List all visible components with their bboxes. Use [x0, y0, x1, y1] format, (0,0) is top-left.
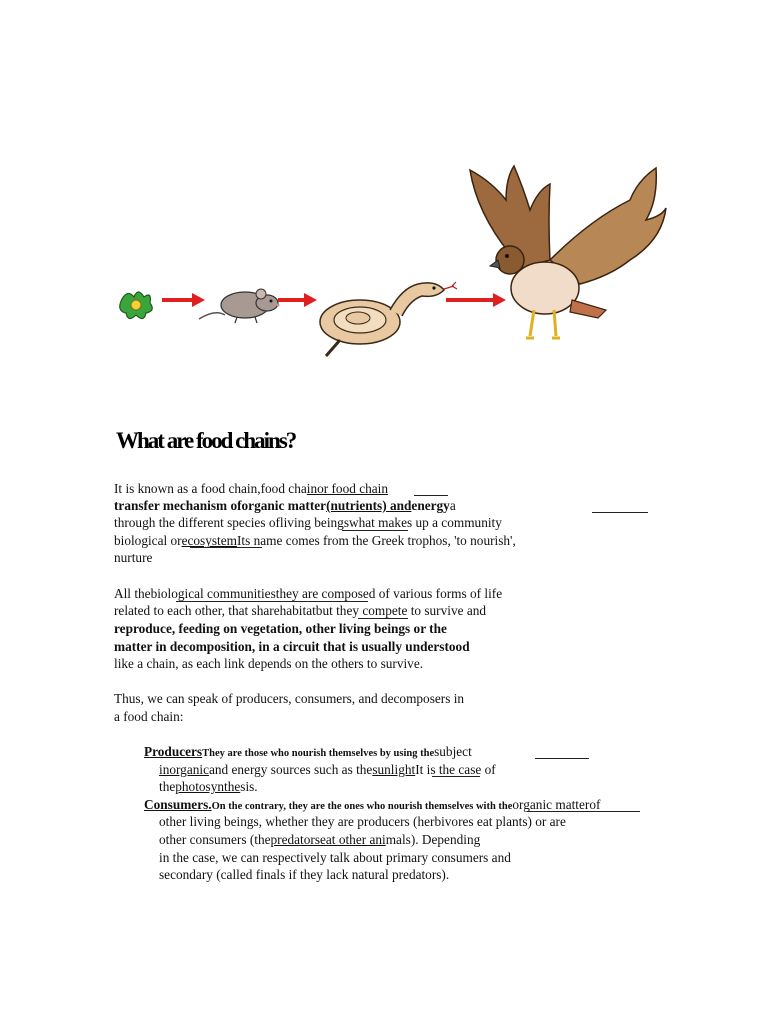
consumers-line-3 [159, 831, 480, 848]
arrow-icon [162, 293, 205, 307]
text-span: of [589, 797, 601, 812]
link-inorganic[interactable]: inorganic [159, 762, 209, 777]
underline-rule [535, 758, 589, 759]
plant-icon [120, 292, 153, 319]
text-span: transfer mechanism of [114, 498, 242, 513]
text-span: It is the case of [415, 762, 496, 777]
text-span: mals). Depending [385, 832, 481, 847]
text-span: Its name comes from the Greek trophos, 'to nourish', [236, 533, 516, 548]
paragraph-2-line-3: reproduce, feeding on vegetation, other living beings or the [114, 621, 447, 636]
text-span: but they compete to survive and [315, 603, 487, 618]
consumers-line-2: other living beings, whether they are producers (herbivores eat plants) or are [159, 814, 566, 829]
underline-rule [527, 811, 640, 812]
paragraph-3-line-2: a food chain: [114, 709, 184, 724]
link-eat-other-animals[interactable]: eat other ani [320, 832, 386, 847]
hawk-icon [470, 166, 666, 338]
link-energy[interactable]: energy [411, 498, 450, 513]
link-ecosystem[interactable]: ecosystem [181, 533, 237, 548]
consumers-line-4: in the case, we can respectively talk about primary consumers and [159, 850, 511, 865]
producers-line-3 [159, 778, 258, 795]
paragraph-1-line-1 [114, 480, 388, 497]
consumers-label: Consumers. [144, 797, 212, 812]
producers-label: Producers [144, 744, 203, 759]
text-span: It is known as a food chain,food cha [114, 481, 307, 496]
list-item-producers [138, 743, 472, 762]
link-living-beings[interactable]: living beings [279, 515, 349, 530]
text-span: through the different species of [114, 515, 280, 530]
paragraph-1-line-5: nurture [114, 550, 153, 565]
link-organic-matter-2[interactable]: organic matter [512, 797, 590, 812]
link-predators[interactable]: predators [270, 832, 320, 847]
link-habitat[interactable]: habitat [279, 603, 316, 618]
link-subject[interactable]: subject [434, 744, 472, 759]
text-span: biological or [114, 533, 182, 548]
underline-rule [432, 776, 480, 777]
paragraph-2-line-4: matter in decomposition, in a circuit that is usually understood [114, 639, 470, 654]
text-span: related to each other, that share [114, 603, 280, 618]
link-food-chain[interactable]: inor food chain [306, 481, 389, 496]
underline-rule [414, 495, 448, 496]
underline-rule [190, 547, 262, 548]
underline-rule [342, 530, 408, 531]
food-chain-illustration [110, 160, 670, 370]
snake-icon [320, 282, 457, 356]
consumers-line-5: secondary (called finals if they lack natural predators). [159, 867, 450, 882]
link-sunlight[interactable]: sunlight [372, 762, 416, 777]
arrow-icon [278, 293, 317, 307]
text-span: sis. [240, 779, 258, 794]
paragraph-1-line-2 [114, 497, 456, 514]
paragraph-1-line-4 [114, 532, 516, 549]
text-span: All the [114, 586, 151, 601]
text-span: On the contrary, they are the ones who nourish themselves with the [211, 801, 513, 812]
paragraph-3-line-1: Thus, we can speak of producers, consumers, and decomposers in [114, 691, 465, 706]
text-span: They are those who nourish themselves by using the [202, 748, 435, 759]
text-span: and energy sources such as the [208, 762, 373, 777]
paragraph-2-line-2 [114, 602, 486, 619]
text-span: a [449, 498, 456, 513]
text-span: what makes up a community [349, 515, 502, 530]
paragraph-1-line-3 [114, 514, 502, 531]
link-nutrients[interactable]: (nutrients) and [326, 498, 412, 513]
paragraph-2-line-5: like a chain, as each link depends on the others to survive. [114, 656, 424, 671]
paragraph-2-line-1 [114, 585, 502, 602]
mouse-icon [199, 289, 280, 323]
underline-rule [592, 512, 648, 513]
arrow-icon [446, 293, 506, 307]
link-biological-communities[interactable]: biological communities [150, 586, 276, 601]
text-span: the [159, 779, 176, 794]
text-span: other consumers (the [159, 832, 271, 847]
underline-rule [358, 618, 408, 619]
link-photosynthesis[interactable]: photosynthe [175, 779, 241, 794]
page-title: What are food chains? [116, 428, 296, 453]
link-organic-matter[interactable]: organic matter [241, 498, 327, 513]
text-span: they are composed of various forms of life [275, 586, 503, 601]
